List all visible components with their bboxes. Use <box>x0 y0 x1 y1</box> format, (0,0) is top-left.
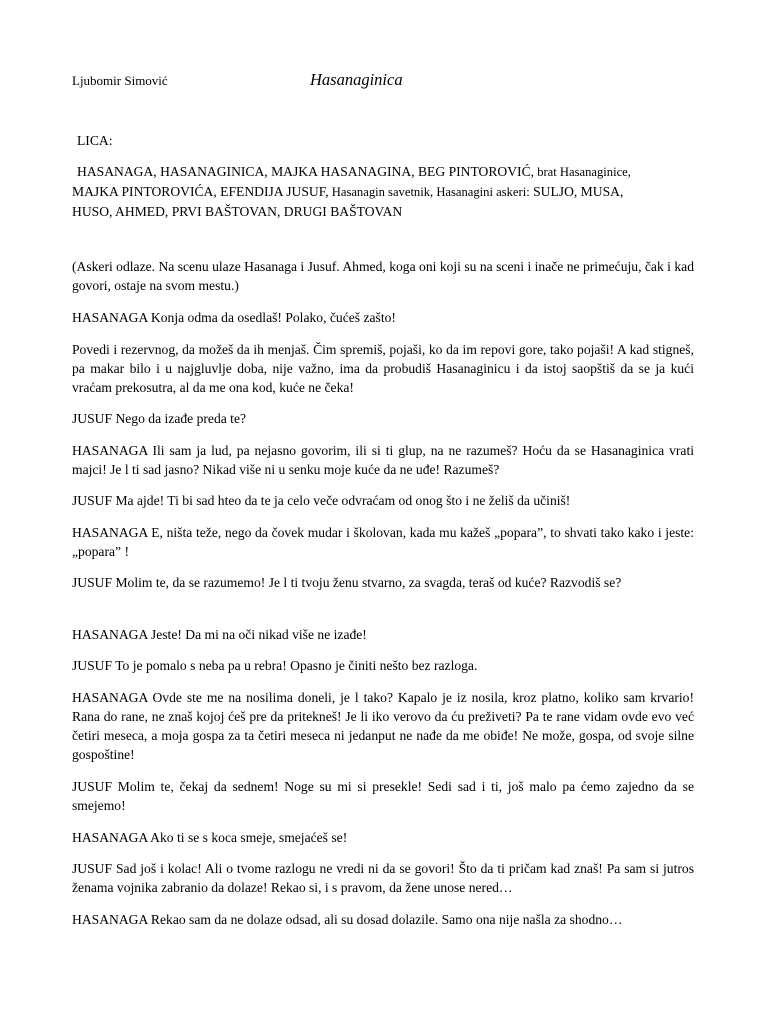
dialogue-paragraph: JUSUF To je pomalo s neba pa u rebra! Opasno je činiti nešto bez razloga. <box>72 658 478 673</box>
cast-names-2: MAJKA PINTOROVIĆA, EFENDIJA JUSUF, <box>72 184 329 199</box>
author-name: Ljubomir Simović <box>72 73 168 88</box>
cast-line-2 <box>72 182 694 202</box>
cast-note-1: brat Hasanaginice, <box>534 165 631 179</box>
cast-line-1 <box>77 162 694 182</box>
cast-line-3 <box>72 202 694 221</box>
play-title: Hasanaginica <box>310 70 403 89</box>
dialogue-paragraph: Povedi i rezervnog, da možeš da ih menjaš. Čim spremiš, pojaši, ko da im repovi gore, tako pojaši! A kad stigneš, pa makar bilo i u najgluvlje doba, nije važno, ima da probudiš Hasanaginicu i da istoj saopštiš da se ja kući vraćam prekosutra, al da me ona kod, kuće ne čeka! <box>72 342 694 395</box>
cast-heading: LICA: <box>77 133 113 148</box>
dialogue-paragraph: JUSUF Molim te, da se razumemo! Je l ti tvoju ženu stvarno, za svagda, teraš od kuće? Razvodiš se? <box>72 575 622 590</box>
dialogue-paragraph: HASANAGA Ako ti se s koca smeje, smejaćeš se! <box>72 830 348 845</box>
dialogue-paragraph: HASANAGA Jeste! Da mi na oči nikad više ne izađe! <box>72 627 367 642</box>
dialogue-paragraph: HASANAGA E, ništa teže, nego da čovek mudar i školovan, kada mu kažeš „popara”, to shvati tako kako i jeste: „popara” ! <box>72 525 694 559</box>
cast-names-2b: SULJO, MUSA, <box>529 184 624 199</box>
document-page <box>72 0 694 1024</box>
dialogue-paragraph: JUSUF Ma ajde! Ti bi sad hteo da te ja celo veče odvraćam od onog što i ne želiš da učiniš! <box>72 493 571 508</box>
dialogue-paragraph: HASANAGA Rekao sam da ne dolaze odsad, ali su dosad dolazile. Samo ona nije našla za shodno… <box>72 912 623 927</box>
dialogue-paragraph: HASANAGA Ili sam ja lud, pa nejasno govorim, ili si ti glup, na ne razumeš? Hoću da se Hasanaginica vrati majci! Je l ti sad jasno? Nikad više ni u senku moje kuće da ne uđe! Razumeš? <box>72 443 694 477</box>
stage-direction: (Askeri odlaze. Na scenu ulaze Hasanaga i Jusuf. Ahmed, koga oni koji su na sceni i inače ne primećuju, čak i kad govori, ostaje na svom mestu.) <box>72 259 694 293</box>
cast-list <box>72 162 694 221</box>
dialogue-paragraph: HASANAGA Ovde ste me na nosilima doneli, je l tako? Kapalo je iz nosila, kroz platno, koliko sam krvario! Rana do rane, ne znaš kojoj ćeš pre da pritekneš! Je li iko verovo da ću preživeti? Pa te rane vidam ovde evo već četiri meseca, a moja gospa za ta četiri meseca ni jedanput ne nađe da me obiđe! Ne može, gospa, od svoje silne gospoštine! <box>72 690 694 762</box>
cast-names-1: HASANAGA, HASANAGINICA, MAJKA HASANAGINA, BEG PINTOROVIĆ, <box>77 164 535 179</box>
dialogue-paragraph: JUSUF Molim te, čekaj da sednem! Noge su mi si presekle! Sedi sad i ti, još malo pa ćemo zajedno da se smejemo! <box>72 779 694 813</box>
document-header <box>72 70 694 92</box>
dialogue-paragraph: HASANAGA Konja odma da osedlaš! Polako, čućeš zašto! <box>72 310 396 325</box>
dialogue-paragraph: JUSUF Nego da izađe preda te? <box>72 411 247 426</box>
dialogue-paragraph: JUSUF Sad još i kolac! Ali o tvome razlogu ne vredi ni da se govori! Što da ti pričam kad znaš! Pa sam si jutros ženama vojnika zabranio da dolaze! Rekao si, i s pravom, da žene unose nered… <box>72 861 694 895</box>
cast-names-3: HUSO, AHMED, PRVI BAŠTOVAN, DRUGI BAŠTOVAN <box>72 204 403 219</box>
cast-note-2: Hasanagin savetnik, Hasanagini askeri: <box>328 185 530 199</box>
